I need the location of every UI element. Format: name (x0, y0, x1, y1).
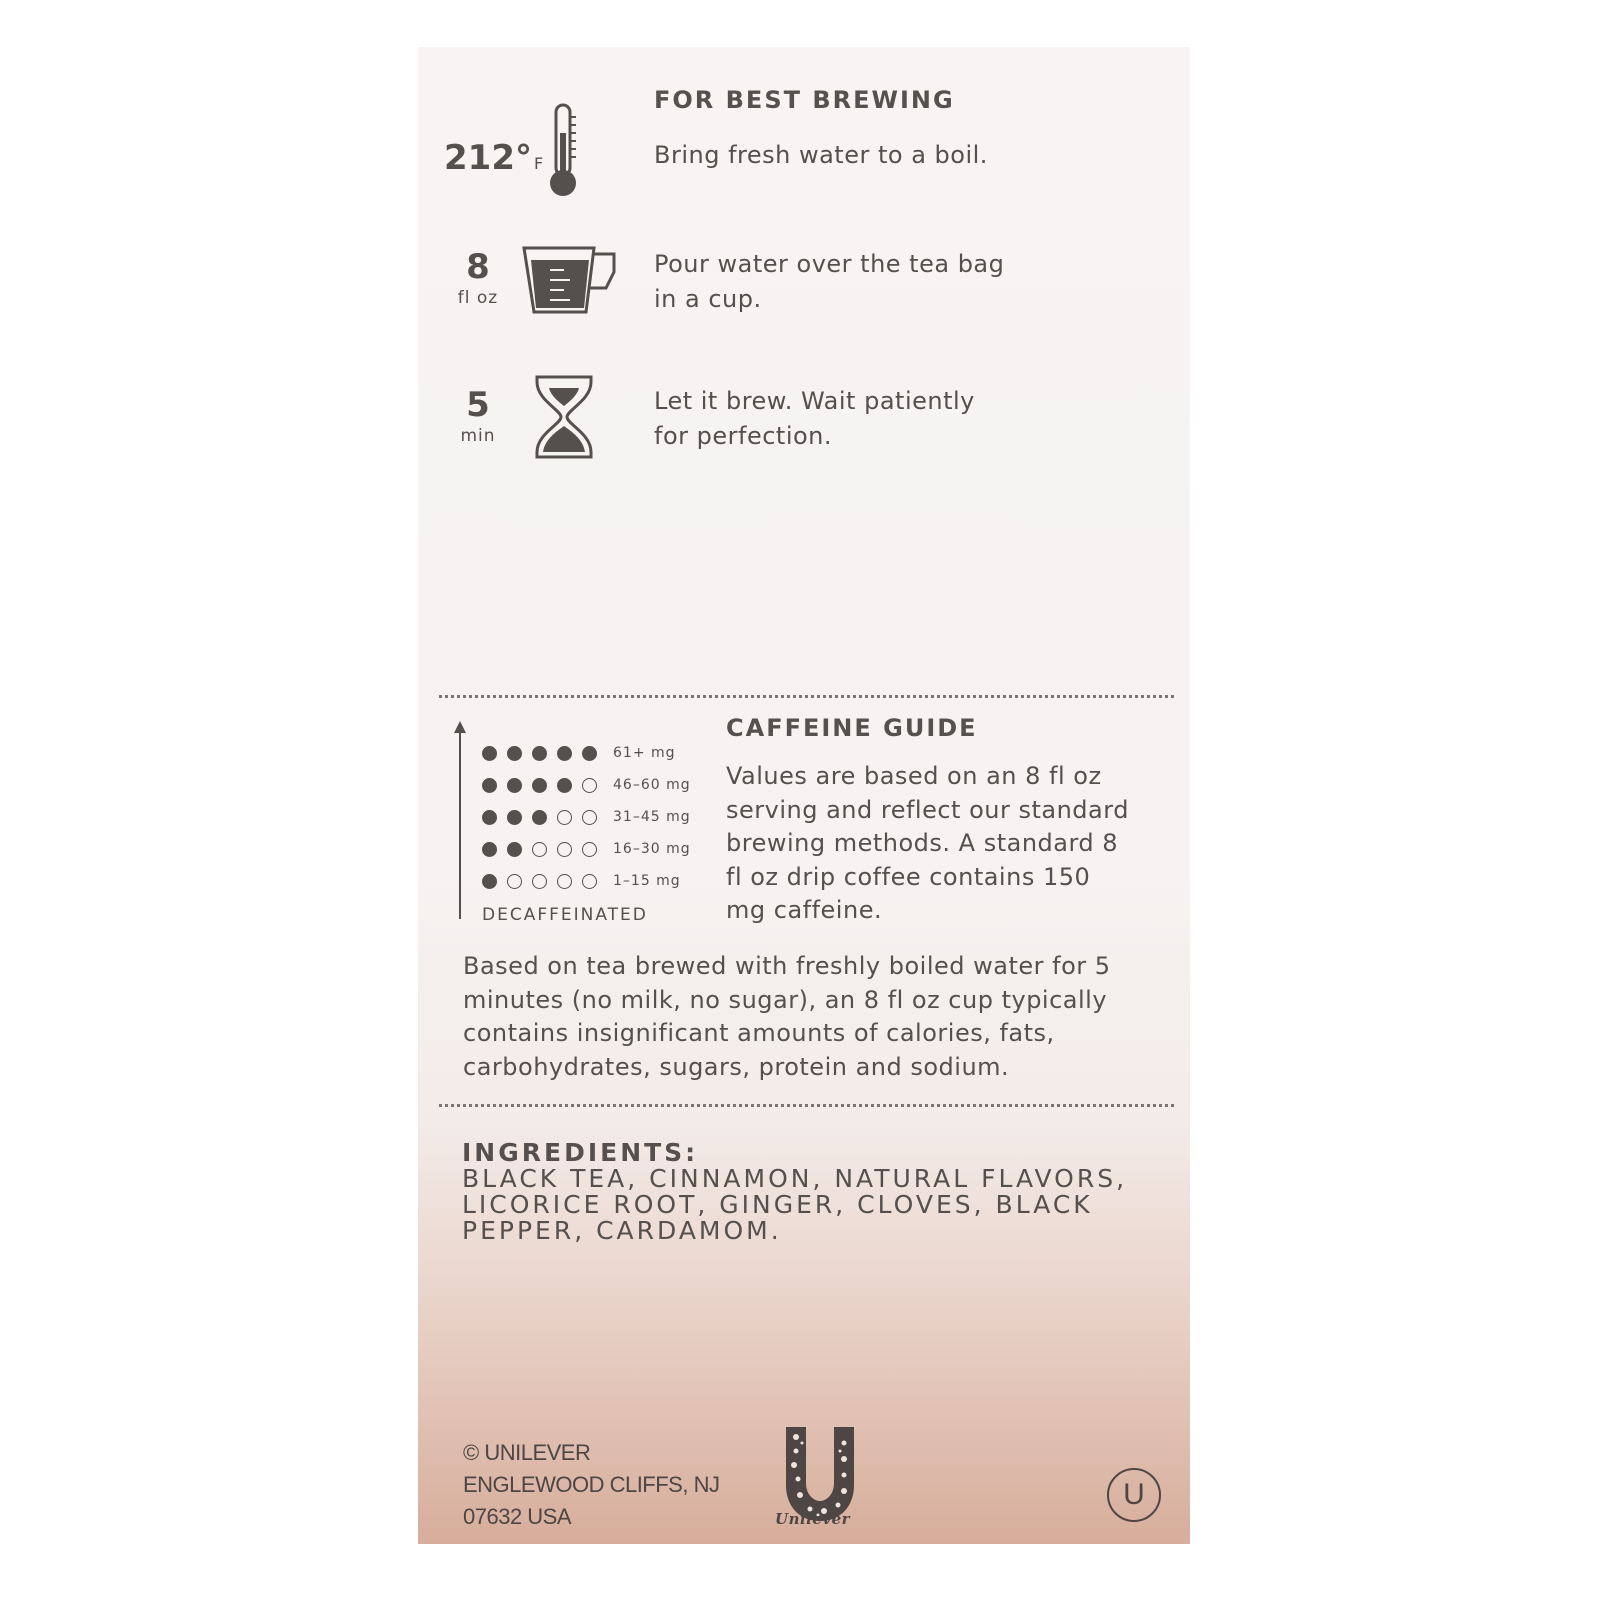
caffeine-level-label: 61+ mg (613, 745, 676, 761)
ingredients-block (462, 1140, 1162, 1244)
filled-dot-icon (557, 778, 572, 793)
arrow-up-icon (452, 719, 468, 919)
brewing-step-text: Let it brew. Wait patiently for perfection. (654, 387, 975, 450)
empty-dot-icon (582, 810, 597, 825)
empty-dot-icon (582, 842, 597, 857)
caffeine-heading: CAFFEINE GUIDE (726, 714, 978, 742)
filled-dot-icon (582, 746, 597, 761)
empty-dot-icon (582, 778, 597, 793)
address-line: © UNILEVER (463, 1440, 591, 1465)
water-unit: fl oz (457, 288, 499, 308)
filled-dot-icon (482, 874, 497, 889)
kosher-certification-icon: U (1107, 1468, 1161, 1522)
unilever-logo-text: Unilever (775, 1510, 851, 1528)
address-line: ENGLEWOOD CLIFFS, NJ (463, 1472, 720, 1497)
filled-dot-icon (507, 746, 522, 761)
steep-time: 5 min (438, 388, 518, 446)
empty-dot-icon (532, 874, 547, 889)
filled-dot-icon (532, 778, 547, 793)
ingredients-title: INGREDIENTS: (462, 1138, 699, 1167)
caffeine-level-row (482, 838, 691, 860)
section-divider (439, 695, 1174, 698)
thermometer-icon (548, 103, 582, 200)
filled-dot-icon (482, 842, 497, 857)
caffeine-level-label: 16–30 mg (613, 841, 691, 857)
filled-dot-icon (482, 746, 497, 761)
steep-unit: min (460, 426, 496, 446)
filled-dot-icon (482, 810, 497, 825)
empty-dot-icon (557, 842, 572, 857)
brewing-heading: FOR BEST BREWING (654, 86, 955, 114)
filled-dot-icon (532, 810, 547, 825)
empty-dot-icon (582, 874, 597, 889)
decaffeinated-label: DECAFFEINATED (482, 905, 648, 925)
manufacturer-address (463, 1437, 719, 1533)
filled-dot-icon (557, 746, 572, 761)
caffeine-level-row (482, 774, 691, 796)
empty-dot-icon (557, 874, 572, 889)
caffeine-level-label: 31–45 mg (613, 809, 691, 825)
filled-dot-icon (482, 778, 497, 793)
caffeine-level-label: 1–15 mg (613, 873, 681, 889)
hourglass-icon (533, 374, 595, 460)
temperature-value: 212° F (444, 138, 544, 178)
caffeine-level-row (482, 806, 691, 828)
empty-dot-icon (532, 842, 547, 857)
brewing-step-text: Pour water over the tea bag in a cup. (654, 250, 1005, 313)
section-divider (439, 1104, 1174, 1107)
caffeine-description: Values are based on an 8 fl oz serving and reflect our standard brewing methods. A standard 8 fl oz drip coffee contains 150 mg caffeine. (726, 762, 1129, 924)
caffeine-level-label: 46–60 mg (613, 777, 691, 793)
brewing-step-text: Bring fresh water to a boil. (654, 141, 988, 169)
temperature-unit: F (533, 154, 544, 173)
ingredients-list: BLACK TEA, CINNAMON, NATURAL FLAVORS, LICORICE ROOT, GINGER, CLOVES, BLACK PEPPER, CARDAMOM. (462, 1164, 1128, 1245)
filled-dot-icon (532, 746, 547, 761)
filled-dot-icon (507, 810, 522, 825)
caffeine-level-row (482, 742, 676, 764)
filled-dot-icon (507, 842, 522, 857)
caffeine-level-row (482, 870, 681, 892)
measuring-cup-icon (520, 244, 620, 316)
empty-dot-icon (507, 874, 522, 889)
water-amount: 8 fl oz (438, 250, 518, 308)
nutrition-note: Based on tea brewed with freshly boiled water for 5 minutes (no milk, no sugar), an 8 fl oz cup typically contains insignificant amounts of calories, fats, carbohydrates, sugars, protein and sodium. (463, 952, 1111, 1081)
empty-dot-icon (557, 810, 572, 825)
address-line: 07632 USA (463, 1504, 572, 1529)
filled-dot-icon (507, 778, 522, 793)
